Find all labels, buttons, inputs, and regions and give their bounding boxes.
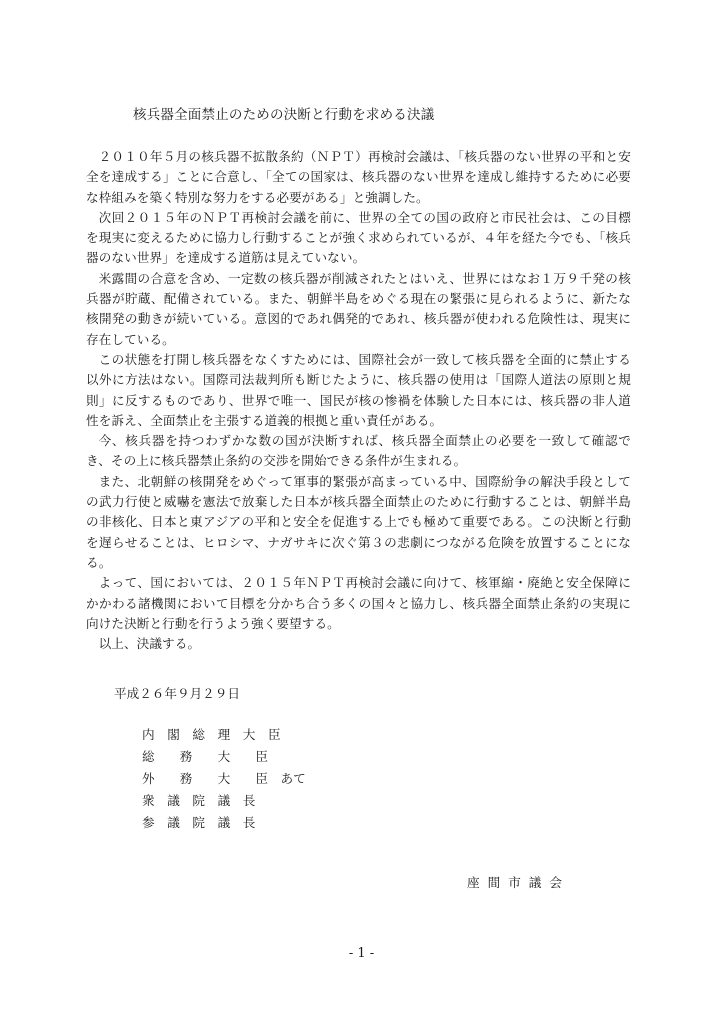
document-title: 核兵器全面禁止のための決断と行動を求める決議 — [133, 107, 435, 123]
paragraph: 今、核兵器を持つわずかな数の国が決断すれば、核兵器全面禁止の必要を一致して確認でき、その上に核兵器禁止条約の交渉を開始できる条件が生まれる。 — [86, 433, 631, 469]
addressee: 総 務 大 臣 — [142, 749, 268, 764]
paragraph: 米露間の合意を含め、一定数の核兵器が削減されたとはいえ、世界にはなお１万９千発の核兵器が貯蔵、配備されている。また、朝鮮半島をめぐる現在の緊張に見られるように、新たな核開発の動きが続いている。意図的であれ偶発的であれ、核兵器が使われる危険性は、現実に存在している。 — [86, 270, 631, 347]
paragraph: ２０１０年５月の核兵器不拡散条約（ＮＰＴ）再検討会議は、「核兵器のない世界の平和と安全を達成する」ことに合意し、「全ての国家は、核兵器のない世界を達成し維持するために必要な枠組みを築く特別な努力をする必要がある」と強調した。 — [86, 149, 631, 205]
closing-statement: 以上、決議する。 — [98, 636, 201, 652]
issuer-signature: 座 間 市 議 会 — [467, 875, 564, 890]
page-number: - 1 - — [348, 946, 375, 961]
addressee: 参 議 院 議 長 — [142, 815, 256, 830]
paragraph: この状態を打開し核兵器をなくすためには、国際社会が一致して核兵器を全面的に禁止する以外に方法はない。国際司法裁判所も断じたように、核兵器の使用は「国際人道法の原則と規則」に反するものであり、世界で唯一、国民が核の惨禍を体験した日本には、核兵器の非人道性を訴え、全面禁止を主張する道義的根拠と重い責任がある。 — [86, 351, 631, 428]
resolution-body — [86, 147, 631, 654]
resolution-date: 平成２６年９月２９日 — [114, 686, 240, 701]
addressee: 外 務 大 臣 あて — [142, 771, 306, 786]
paragraph: また、北朝鮮の核開発をめぐって軍事的緊張が高まっている中、国際紛争の解決手段としての武力行使と威嚇を憲法で放棄した日本が核兵器全面禁止のために行動することは、朝鮮半島の非核化、日本と東アジアの平和と安全を促進する上でも極めて重要である。この決断と行動を遅らせることは、ヒロシマ、ナガサキに次ぐ第３の悲劇につながる危険を放置することになる。 — [86, 473, 631, 570]
addressee: 衆 議 院 議 長 — [142, 793, 256, 808]
addressee-list — [142, 724, 306, 834]
addressee: 内 閣 総 理 大 臣 — [142, 727, 281, 742]
paragraph: 次回２０１５年のＮＰＴ再検討会議を前に、世界の全ての国の政府と市民社会は、この目標を現実に変えるために協力し行動することが強く求められているが、４年を経た今でも、「核兵器のない世界」を達成する道筋は見えていない。 — [86, 209, 631, 266]
paragraph: よって、国においては、２０１５年ＮＰＴ再検討会議に向けて、核軍縮・廃絶と安全保障にかかわる諸機関において目標を分かち合う多くの国々と協力し、核兵器全面禁止条約の実現に向けた決断と行動を行うよう強く要望する。 — [86, 575, 631, 631]
